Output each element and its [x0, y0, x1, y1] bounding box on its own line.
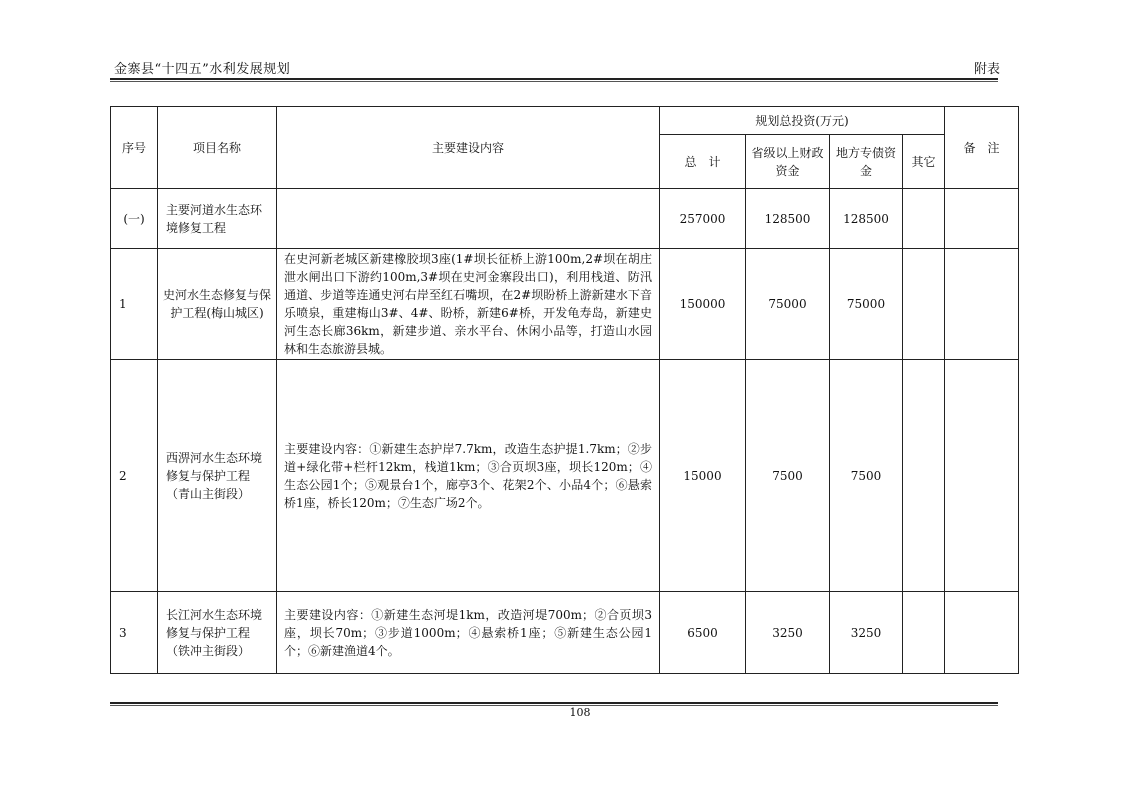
header-other: 其它 [903, 135, 945, 189]
table-row [111, 592, 1019, 674]
header-divider [110, 78, 998, 80]
row-other [903, 592, 945, 674]
table-row [111, 189, 1019, 249]
header-local-bond: 地方专债资金 [830, 135, 903, 189]
row-provincial: 75000 [746, 249, 830, 360]
row-total: 150000 [660, 249, 746, 360]
table-row [111, 249, 1019, 360]
header-remarks: 备 注 [945, 107, 1019, 189]
row-seq: 3 [111, 592, 158, 674]
header-project-name: 项目名称 [158, 107, 277, 189]
row-remarks [945, 360, 1019, 592]
row-local-bond: 7500 [830, 360, 903, 592]
document-title: 金寨县“十四五”水利发展规划 [114, 62, 291, 77]
header-row-1 [111, 107, 1019, 135]
row-other [903, 360, 945, 592]
row-content: 主要建设内容：①新建生态护岸7.7km，改造生态护提1.7km；②步道+绿化带+栏杆12km，栈道1km；③合页坝3座，坝长120m；④生态公园1个；⑤观景台1个，廊亭3个、花架2个、小品4个；⑥悬索桥1座，桥长120m；⑦生态广场2个。 [277, 360, 660, 592]
row-other [903, 189, 945, 249]
row-seq: 2 [111, 360, 158, 592]
row-project-name: 西淠河水生态环境修复与保护工程（青山主街段） [158, 360, 277, 592]
row-project-name: 史河水生态修复与保护工程(梅山城区) [158, 249, 277, 360]
row-total: 257000 [660, 189, 746, 249]
header-investment-group: 规划总投资(万元) [660, 107, 945, 135]
row-other [903, 249, 945, 360]
header-seq: 序号 [111, 107, 158, 189]
row-remarks [945, 189, 1019, 249]
row-project-name: 长江河水生态环境修复与保护工程（铁冲主街段） [158, 592, 277, 674]
row-provincial: 3250 [746, 592, 830, 674]
section-label: 附表 [974, 62, 1001, 77]
header-total: 总 计 [660, 135, 746, 189]
row-seq: 1 [111, 249, 158, 360]
row-content: 主要建设内容：①新建生态河堤1km，改造河堤700m；②合页坝3座，坝长70m；③步道1000m；④悬索桥1座；⑤新建生态公园1个；⑥新建渔道4个。 [277, 592, 660, 674]
header-divider-thin [110, 81, 998, 82]
row-content [277, 189, 660, 249]
header-content: 主要建设内容 [277, 107, 660, 189]
row-remarks [945, 592, 1019, 674]
row-local-bond: 75000 [830, 249, 903, 360]
footer-divider [110, 702, 998, 704]
table-row [111, 360, 1019, 592]
page-number: 108 [569, 706, 591, 719]
row-content: 在史河新老城区新建橡胶坝3座(1#坝长征桥上游100m,2#坝在胡庄泄水闸出口下游约100m,3#坝在史河金寨段出口)，利用栈道、防汛通道、步道等连通史河右岸至红石嘴坝，在2#坝盼桥上游新建水下音乐喷泉，重建梅山3#、4#、盼桥，新建6#桥，开发龟寿岛，新建史河生态长廊36km，新建步道、亲水平台、休闲小品等，打造山水园林和生态旅游县城。 [277, 249, 660, 360]
row-local-bond: 3250 [830, 592, 903, 674]
row-local-bond: 128500 [830, 189, 903, 249]
row-total: 6500 [660, 592, 746, 674]
row-seq: (一) [111, 189, 158, 249]
row-project-name: 主要河道水生态环境修复工程 [158, 189, 277, 249]
row-provincial: 7500 [746, 360, 830, 592]
investment-table [110, 106, 1019, 674]
header-provincial: 省级以上财政资金 [746, 135, 830, 189]
row-remarks [945, 249, 1019, 360]
row-provincial: 128500 [746, 189, 830, 249]
row-total: 15000 [660, 360, 746, 592]
